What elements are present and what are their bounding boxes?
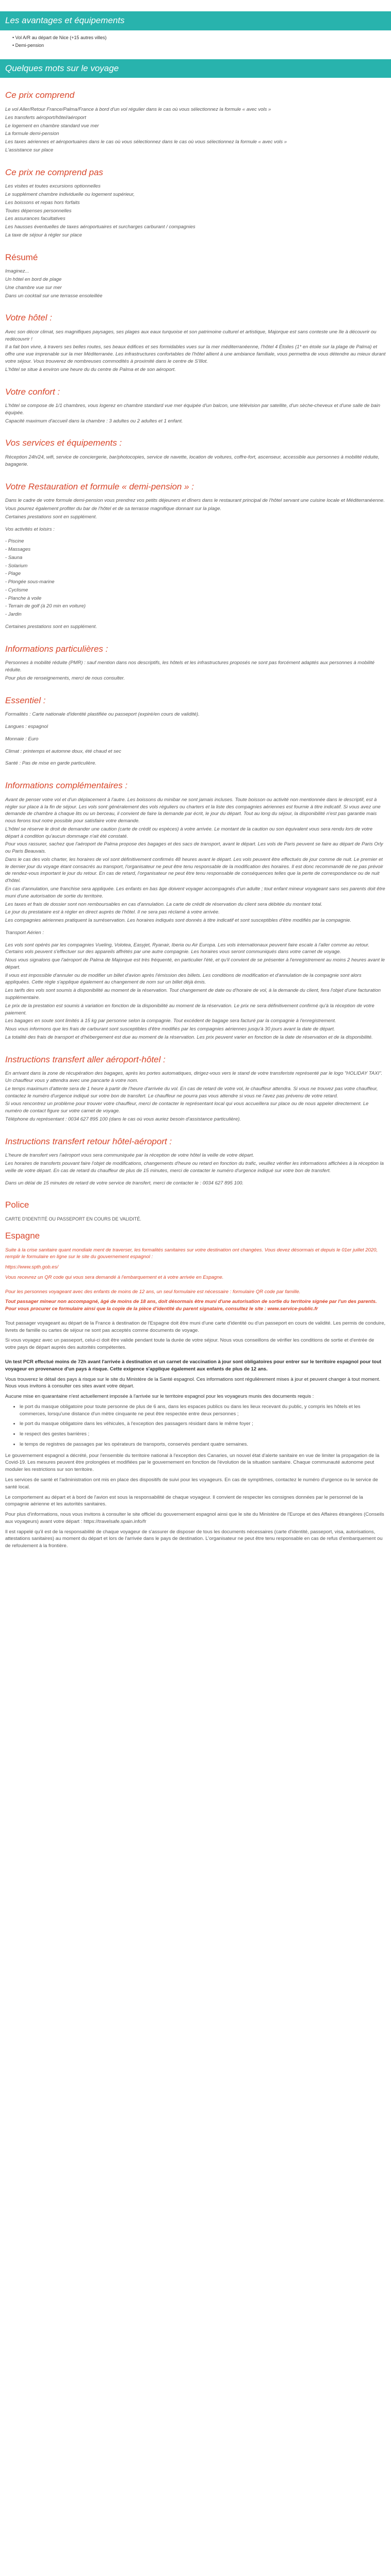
practical-paragraph: Personnes à mobilité réduite (PMR) : sauf mention dans nos descriptifs, les hôtels et les infrastructures proposés ne sont pas forcément adaptés aux personnes à mobilité réduite. <box>5 660 375 673</box>
essential-line: Monnaie : Euro <box>5 736 39 742</box>
essential-line: Langues : espagnol <box>5 724 48 730</box>
essential-line: Santé : Pas de mise en garde particulière. <box>5 760 96 767</box>
transfer-return-title: Instructions transfert retour hôtel-aéroport : <box>5 1136 172 1146</box>
advantage-item: • Demi-pension <box>12 42 391 49</box>
transfer-out-title: Instructions transfert aller aéroport-hôtel : <box>5 1054 166 1064</box>
summary-line: Dans un cocktail sur une terrasse ensoleillée <box>5 293 103 299</box>
practical-paragraph: Pour plus de renseignements, merci de nous consulter. <box>5 675 125 681</box>
spain-red-paragraph: Suite à la crise sanitaire quant mondiale ment de traverser, les formalités sanitaires sur votre destination ont changées. Vous devez désormais et depuis le 01er juillet 2020, remplir le formulaire en ligne sur le site du gouvernement espagnol : <box>5 1247 378 1260</box>
spain-closing-paragraph: Pour plus d'informations, nous vous invitons à consulter le site officiel du gouvernement espagnol ainsi que le site du Ministère de l'Europe et des Affaires étrangères (Conseils aux voyageurs) avant votre départ : https://travelsafe.spain.info/fr <box>5 1512 384 1524</box>
complementary-paragraph: Les bagages en soute sont limités à 15 kg par personne selon la compagnie. Tout excédent de bagage sera facturé par la compagnie à l'enregistrement. <box>5 1018 336 1024</box>
transfer-return-paragraph: Dans un délai de 15 minutes de retard de votre service de transfert, merci de contacter le : 0034 627 895 100. <box>5 1180 244 1186</box>
activity-item: - Planche à voile <box>5 595 42 601</box>
price-includes-line: Les taxes aériennes et aéroportuaires dans le cas où vous sélectionnez dans le cas où vous sélectionnez la formule « avec vols » <box>5 139 287 145</box>
spain-measure-item: • le port du masque obligatoire dans les véhicules, à l'exception des passagers résidant dans le même foyer ; <box>20 1420 386 1428</box>
spain-measure-item: • le respect des gestes barrières ; <box>20 1431 386 1438</box>
spain-plain-paragraph: Si vous voyagez avec un passeport, celui-ci doit être valide pendant toute la durée de votre séjour. Nous vous conseillons de vérifier les conditions de sortie et d'entrée de votre pays de départ auprès des autorités compétentes. <box>5 1337 374 1351</box>
activity-item: - Solarium <box>5 563 28 569</box>
complementary-paragraph: La totalité des frais de transport et d'hébergement est due au moment de la réservation. Les prix peuvent varier en fonction de la date de réservation et de la disponibilité. <box>5 1034 373 1040</box>
advantages-header: Les avantages et équipements <box>0 11 391 30</box>
comfort-paragraph: L'hôtel se compose de 1/1 chambres, vous logerez en chambre standard vue mer équipée d'un balcon, une télévision par satellite, d'un sèche-cheveux et d'une salle de bain équipée. <box>5 403 381 416</box>
restaurant-paragraph: Dans le cadre de votre formule demi-pension vous prendrez vos petits déjeuners et dîners dans le restaurant principal de l'hôtel servant une cuisine locale et Méditerranéenne. <box>5 498 385 504</box>
price-includes-line: Le vol Aller/Retour France/Palma/France à bord d'un vol régulier dans le cas où vous sélectionnez la formule « avec vols » <box>5 107 271 113</box>
activities-note: Certaines prestations sont en supplément. <box>5 624 97 630</box>
spain-title: Espagne <box>5 1230 40 1241</box>
comfort-paragraph: Capacité maximum d'accueil dans la chambre : 3 adultes ou 2 adultes et 1 enfant. <box>5 418 183 424</box>
complementary-paragraph: Les compagnies aériennes pratiquent la surréservation. Les horaires indiqués sont donnés à titre indicatif et sont susceptibles d'être modifiés par la compagnie. <box>5 918 351 924</box>
complementary-paragraph: Nous vous informons que les frais de carburant sont susceptibles d'être modifiés par les compagnies aériennes jusqu'à 30 jours avant la date de départ. <box>5 1026 335 1032</box>
practical-title: Informations particulières : <box>5 643 108 654</box>
price-excludes-line: Toutes dépenses personnelles <box>5 208 72 214</box>
complementary-paragraph: Dans le cas des vols charter, les horaires de vol sont définitivement confirmés 48 heures avant le départ. Les vols peuvent être effectués de jour comme de nuit. Le premier et le dernier jour du voyage étant consacrés au transport, l'organisateur ne peut être tenu responsable de la modification des horaires. Il est donc recommandé de ne pas prévoir de rendez-vous important le jour du retour. En cas de retard, l'organisateur ne peut être tenu responsable de conséquences telles que la perte de correspondance ou de nuit d'hôtel. <box>5 856 383 884</box>
essential-line: Formalités : Carte nationale d'identité plastifiée ou passeport (expiré/en cours de validité). <box>5 711 200 718</box>
services-title: Vos services et équipements : <box>5 438 122 448</box>
summary-line: Une chambre vue sur mer <box>5 284 62 291</box>
activity-item: - Terrain de golf (à 20 min en voiture) <box>5 603 86 609</box>
transfer-out-paragraph: En arrivant dans la zone de récupération des bagages, après les portes automatiques, dirigez-vous vers le stand de votre transferiste représenté par le logo "HOLIDAY TAXI". Un chauffeur vous y attendra avec une pancarte à votre nom. <box>5 1071 383 1083</box>
trip-content <box>0 78 391 1563</box>
spain-plain-paragraph: Tout passager voyageant au départ de la France à destination de l'Espagne doit être muni d'une carte d'identité ou d'un passeport en cours de validité. Les permis de conduire, livrets de famille ou cartes de séjour ne sont pas acceptés comme documents de voyage. <box>5 1320 386 1333</box>
complementary-paragraph: Les tarifs des vols sont soumis à disponibilité au moment de la réservation. Tout changement de date ou d'horaire de vol, à la demande du client, fera l'objet d'une facturation supplémentaire. <box>5 988 381 1001</box>
price-includes-line: Le logement en chambre standard vue mer <box>5 123 99 129</box>
price-excludes-line: La taxe de séjour à régler sur place <box>5 232 82 238</box>
price-excludes-line: Les assurances facultatives <box>5 216 66 222</box>
transfer-out-paragraph: Le temps maximum d'attente sera de 1 heure à partir de l'heure d'arrivée du vol. En cas de retard de votre vol, le chauffeur attendra. Si vous ne trouvez pas votre chauffeur, contactez le numéro d'urgence indiqué sur votre bon de transfert. Le chauffeur ne pourra pas vous attendre si vous ne l'avez pas prévenu de votre retard. <box>5 1086 378 1099</box>
complementary-paragraph: Les taxes et frais de dossier sont non remboursables en cas d'annulation. La carte de crédit de réservation du client sera débitée du montant total. <box>5 901 322 907</box>
essential-line: Climat : printemps et automne doux, été chaud et sec <box>5 748 121 754</box>
complementary-paragraph: Avant de penser votre vol et d'un déplacement à l'autre. Les boissons du minibar ne sont jamais incluses. Toute boisson ou activité non mentionnée dans le descriptif, est à régler sur place à la fin de séjour. Les vols sont généralement des vols réguliers ou charters et la liste des compagnies aériennes est fournie à titre indicatif. Si vous avez une demande de chambre à chaque lits ou un berceau, il convient de faire la demande par écrit, le jour du départ. Tout au long du séjour, la disponibilité n'est pas garantie mais nous ferons tout notre possible pour satisfaire votre demande. <box>5 796 381 824</box>
activity-item: - Plongée sous-marine <box>5 579 55 585</box>
activity-item: - Massages <box>5 547 31 553</box>
restaurant-paragraph: Vous pourrez également profiter du bar de l'hôtel et de sa terrasse magnifique donnant sur la plage. <box>5 506 222 512</box>
activity-item: - Jardin <box>5 612 22 618</box>
activity-item: - Sauna <box>5 554 23 561</box>
complementary-paragraph: Pour vous rassurer, sachez que l'aéroport de Palma propose des bagages et des sacs de transport, avant le départ. Les vols de Paris peuvent se faire au départ de Paris Orly ou Paris Beauvais. <box>5 841 383 855</box>
complementary-paragraph: Les vols sont opérés par les compagnies Vueling, Volotea, Easyjet, Ryanair, Iberia ou Air Europa. Les vols internationaux peuvent faire escale à l'aller comme au retour. Certains vols peuvent s'effectuer sur des appareils affrétés par une autre compagnie. Les horaires vous seront communiqués dans votre carnet de voyage. <box>5 942 370 955</box>
spain-closing-paragraph: Le gouvernement espagnol a décrété, pour l'ensemble du territoire national à l'exception des Canaries, un nouvel état d'alerte sanitaire en vue de limiter la propagation de la Covid-19. Les mesures peuvent être prolongées et modifiées par le gouvernement en fonction de l'évolution de la situation sanitaire. Chaque communauté autonome peut moduler les restrictions sur son territoire. <box>5 1452 380 1473</box>
complementary-paragraph: Nous vous signalons que l'aéroport de Palma de Majorque est très fréquenté, en particulier l'été, et qu'il convient de se présenter à l'enregistrement au moins 2 heures avant le départ. <box>5 957 385 970</box>
complementary-paragraph: En cas d'annulation, une franchise sera appliquée. Les enfants en bas âge doivent voyager accompagnés d'un adulte ; tout enfant mineur voyageant sans ses parents doit être muni d'une autorisation de sortie du territoire. <box>5 886 385 899</box>
advantage-item: • Vol A/R au départ de Nice (+15 autres villes) <box>12 35 391 41</box>
comfort-title: Votre confort : <box>5 386 60 397</box>
price-excludes-line: Les hausses éventuelles de taxes aéroportuaires et surcharges carburant / compagnies <box>5 224 196 230</box>
services-paragraph: Réception 24h/24, wifi, service de conciergerie, bar/photocopies, service de navette, location de voitures, coffre-fort, ascenseur, accessible aux personnes à mobilité réduite, bagagerie. <box>5 454 380 467</box>
spain-closing-paragraph: Il est rappelé qu'il est de la responsabilité de chaque voyageur de s'assurer de disposer de tous les documents nécessaires (carte d'identité, passeport, visa, autorisations, attestations sanitaires) au moment du départ et lors de l'arrivée dans le pays de destination. L'organisateur ne peut être tenu responsable en cas de refus d'embarquement ou de refoulement à la frontière. <box>5 1529 383 1549</box>
price-excludes-line: Le supplément chambre individuelle ou logement supérieur, <box>5 192 135 198</box>
activity-item: - Piscine <box>5 538 24 545</box>
price-includes-line: Les transferts aéroport/hôtel/aéroport <box>5 114 86 121</box>
spain-red-bold: Tout passager mineur non accompagné, âgé de moins de 18 ans, doit désormais être muni d'une autorisation de sortie du territoire signée par l'un des parents. Pour vous procurer ce formulaire ainsi que la copie de la pièce d'identité du parent signataire, consultez le site : www.service-public.fr <box>5 1299 377 1312</box>
page <box>0 11 391 1563</box>
summary-title: Résumé <box>5 252 38 262</box>
activities-intro: Vos activités et loisirs : <box>5 526 55 532</box>
activity-item: - Cyclisme <box>5 587 28 593</box>
trip-header: Quelques mots sur le voyage <box>0 59 391 78</box>
restaurant-paragraph: Certaines prestations sont en supplément. <box>5 514 97 520</box>
essential-title: Essentiel : <box>5 695 46 705</box>
transfer-return-paragraph: L'heure de transfert vers l'aéroport vous sera communiquée par la réception de votre hôtel la veille de votre départ. <box>5 1153 254 1159</box>
hotel-paragraph: Il a fait bon vivre, à travers ses belles routes, ses beaux édifices et ses formidables vues sur la mer méditerranéenne, l'hôtel 4 Étoiles (1* en étoile sur la plage de Palma) et offre une vue imprenable sur la mer Méditerranée. Les infrastructures confortables de l'hôtel allient à une ambiance familiale, vous permettra de vous détendre au mieux durant votre séjour. Vous trouverez de nombreuses commodités à proximité dans le centre de S'Illot. <box>5 344 386 365</box>
complementary-paragraph: Le jour du prestataire est à régler en direct auprès de l'hôtel. Il ne sera pas réclamé à votre arrivée. <box>5 909 220 916</box>
spain-black-paragraph: Vous trouverez le détail des pays à risque sur le site du Ministère de la Santé espagnol. Ces informations sont régulièrement mises à jour et peuvent changer à tout moment. Nous vous invitons à consulter ces sites avant votre départ. <box>5 1376 381 1389</box>
price-excludes-line: Les boissons et repas hors forfaits <box>5 199 80 206</box>
complementary-paragraph: L'hôtel se réserve le droit de demander une caution (carte de crédit ou espèces) à votre arrivée. Le montant de la caution ou son équivalent vous sera rendu lors de votre départ à condition qu'aucun dommage n'ait été constaté. <box>5 826 373 839</box>
transfer-out-paragraph: Téléphone du représentant : 0034 627 895 100 (dans le cas où vous auriez besoin d'assistance particulière). <box>5 1116 241 1122</box>
spain-closing-paragraph: Le comportement au départ et à bord de l'avion est sous la responsabilité de chaque voyageur. Il convient de respecter les consignes données par le personnel de la compagnie aérienne et les autorités sanitaires. <box>5 1494 363 1507</box>
spain-red-paragraph: Vous recevrez un QR code qui vous sera demandé à l'embarquement et à votre arrivée en Espagne. <box>5 1274 224 1280</box>
price-excludes-title: Ce prix ne comprend pas <box>5 167 103 177</box>
spain-measure-item: • le temps de registres de passages par les opérateurs de transports, conservés pendant quatre semaines. <box>20 1441 386 1448</box>
restaurant-title: Votre Restauration et formule « demi-pension » : <box>5 481 194 492</box>
spain-measure-item: • le port du masque obligatoire pour toute personne de plus de 6 ans, dans les espaces publics ou dans les lieux recevant du public, y compris les hôtels et les commerces, lorsqu'une distance d'un mètre cinquante ne peut être respectée entre deux personnes ; <box>20 1403 386 1418</box>
complementary-title: Informations complémentaires : <box>5 781 128 791</box>
transfer-out-paragraph: Si vous rencontrez un problème pour trouver votre chauffeur, merci de contacter le représentant local qui vous accueillera sur place ou de nous appeler directement. Le numéro de contact figure sur votre carnet de voyage. <box>5 1101 369 1114</box>
hotel-paragraph: L'hôtel se situe à environ une heure du du centre de Palma et de son aéroport. <box>5 366 176 372</box>
complementary-paragraph: Il vous est impossible d'annuler ou de modifier un billet d'avion après l'émission des billets. Les conditions de modification et d'annulation de la compagnie sont alors appliquées. Cette règle s'applique également au changement de nom sur un billet déjà émis. <box>5 972 362 986</box>
spain-black-paragraph: Aucune mise en quarantaine n'est actuellement imposée à l'arrivée sur le territoire espagnol pour les voyageurs munis des documents requis : <box>5 1394 314 1400</box>
price-excludes-line: Les visites et toutes excursions optionnelles <box>5 183 101 190</box>
spain-red-paragraph: Pour les personnes voyageant avec des enfants de moins de 12 ans, un seul formulaire est nécessaire : formulaire QR code par famille. <box>5 1289 301 1295</box>
price-includes-title: Ce prix comprend <box>5 90 75 100</box>
spain-red-link[interactable]: https://www.spth.gob.es/ <box>5 1264 58 1270</box>
spain-pcr-notice: Un test PCR effectué moins de 72h avant l'arrivée à destination et un carnet de vaccination à jour sont obligatoires pour entrer sur le territoire espagnol pour tout voyageur en provenance d'un pays à risque. Cette exigence s'applique également aux enfants de plus de 12 ans. <box>5 1359 382 1372</box>
advantages-list <box>12 35 391 49</box>
complementary-paragraph: Le prix de la prestation est soumis à variation en fonction de la disponibilité au moment de la réservation. Le prix ne sera définitivement confirmé qu'à la réception de votre paiement. <box>5 1003 374 1016</box>
hotel-title: Votre hôtel : <box>5 313 53 323</box>
activity-item: - Plage <box>5 571 21 577</box>
police-title: Police <box>5 1200 29 1210</box>
summary-line: Un hôtel en bord de plage <box>5 277 62 283</box>
price-includes-line: La formule demi-pension <box>5 131 59 137</box>
police-caps: CARTE D'IDENTITÉ OU PASSEPORT EN COURS DE VALIDITÉ. <box>5 1216 141 1222</box>
spain-measures-list <box>20 1403 386 1448</box>
hotel-paragraph: Avec son décor climat, ses magnifiques paysages, ses plages aux eaux turquoise et son patrimoine culturel et artistique, Majorque est sans conteste une île à découvrir ou redécouvrir ! <box>5 329 377 342</box>
transfer-return-paragraph: Les horaires de transferts pouvant faire l'objet de modifications, changements d'heure ou retard en fonction du trafic, veuillez vérifier les informations affichées à la réception la veille de votre départ. En cas de retard du chauffeur de plus de 15 minutes, merci de contacter le numéro d'urgence indiqué sur votre bon de transfert. <box>5 1160 384 1174</box>
complementary-paragraph: Transport Aérien : <box>5 929 44 936</box>
price-includes-line: L'assistance sur place <box>5 147 54 153</box>
spain-closing-paragraph: Les services de santé et l'administration ont mis en place des dispositifs de suivi pour les voyageurs. En cas de symptômes, contactez le numéro d'urgence ou le service de santé local. <box>5 1477 378 1490</box>
summary-line: Imaginez... <box>5 268 29 275</box>
